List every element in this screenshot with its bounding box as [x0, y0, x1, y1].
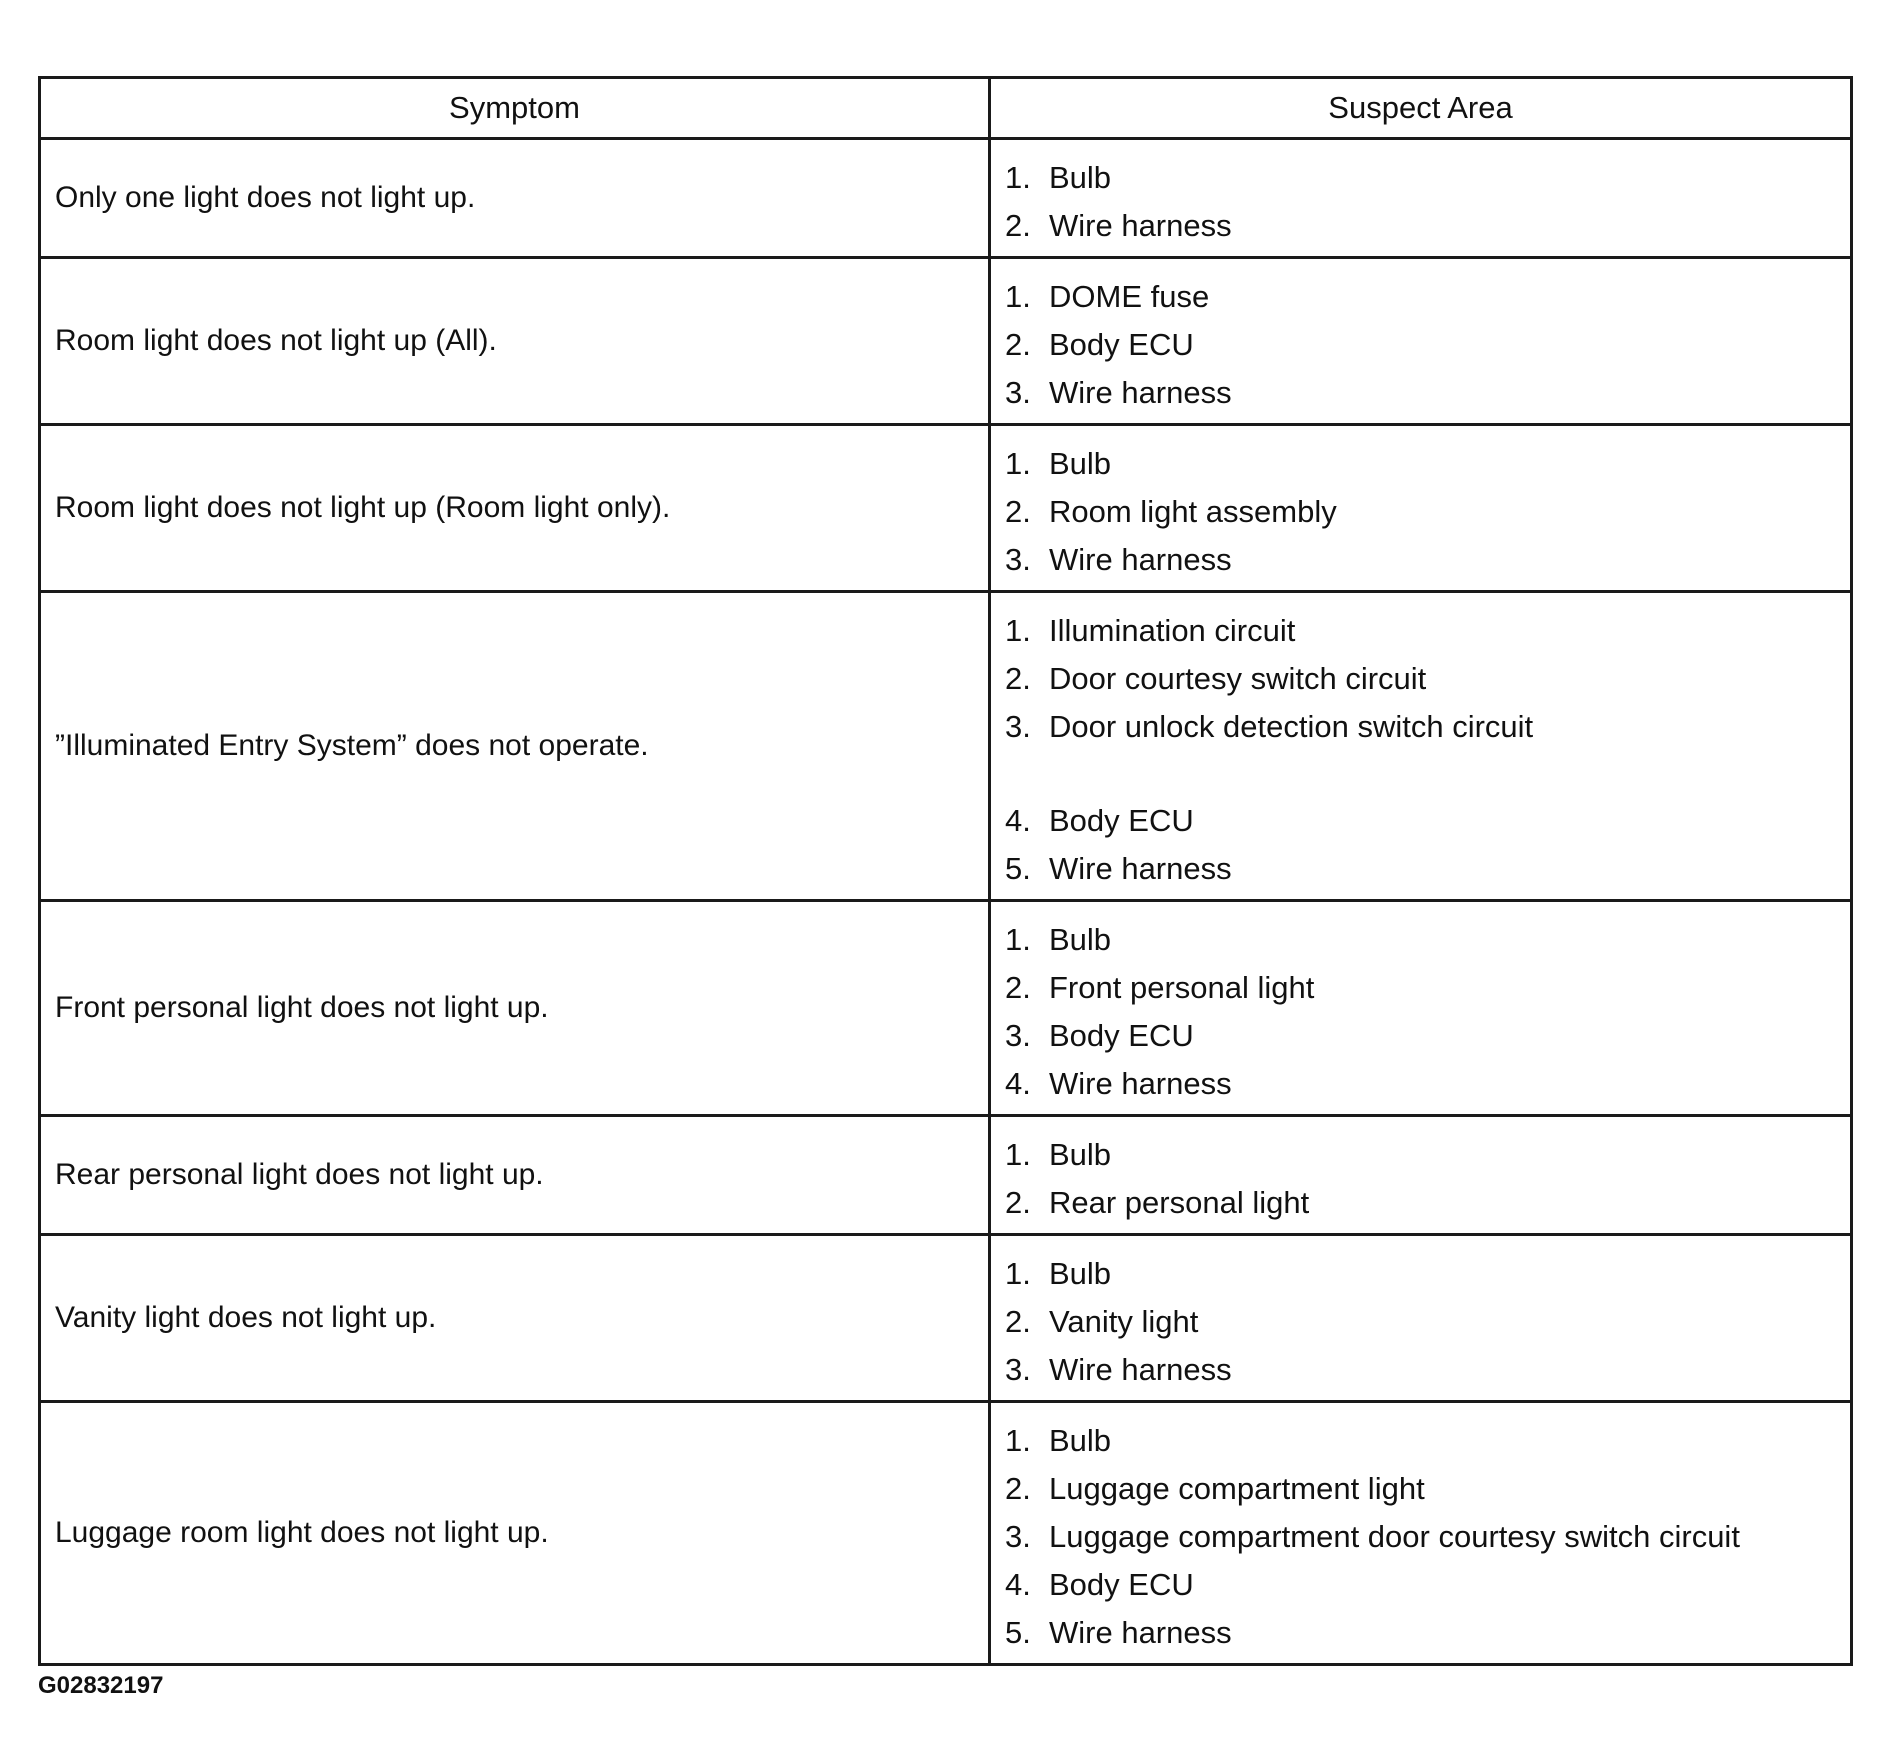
suspect-area-item [1005, 202, 1850, 250]
symptom-cell: ”Illuminated Entry System” does not operate. [40, 592, 990, 901]
item-number: 3. [1005, 542, 1031, 577]
item-text: Door courtesy switch circuit [1049, 661, 1427, 696]
item-text: Wire harness [1049, 851, 1232, 886]
item-number: 1. [1005, 160, 1031, 195]
suspect-area-item [1005, 1250, 1850, 1298]
item-number: 4. [1005, 1567, 1031, 1602]
suspect-area-item [1005, 1609, 1850, 1657]
symptom-table [38, 76, 1853, 1666]
item-number: 1. [1005, 613, 1031, 648]
item-number: 3. [1005, 1352, 1031, 1387]
item-text: Bulb [1049, 1256, 1112, 1291]
suspect-area-item [1005, 1346, 1850, 1394]
suspect-area-item [1005, 154, 1850, 202]
table-row [40, 901, 1852, 1116]
item-text: Body ECU [1049, 803, 1194, 838]
table-row [40, 1116, 1852, 1235]
item-number: 3. [1005, 1018, 1031, 1053]
item-number: 1. [1005, 922, 1031, 957]
suspect-area-item [1005, 1417, 1850, 1465]
item-text: Wire harness [1049, 1352, 1232, 1387]
item-text: Bulb [1049, 1423, 1112, 1458]
suspect-area-column-header: Suspect Area [990, 78, 1852, 139]
item-text: Bulb [1049, 922, 1112, 957]
item-number: 1. [1005, 279, 1031, 314]
item-number: 2. [1005, 970, 1031, 1005]
item-number: 1. [1005, 1137, 1031, 1172]
suspect-area-item [1005, 916, 1850, 964]
item-number: 4. [1005, 803, 1031, 838]
suspect-area-item [1005, 845, 1850, 893]
suspect-area-item [1005, 273, 1850, 321]
symptom-cell: Luggage room light does not light up. [40, 1402, 990, 1665]
figure-id-label: G02832197 [38, 1672, 164, 1699]
suspect-area-item [1005, 488, 1850, 536]
suspect-area-item [1005, 1513, 1850, 1561]
symptom-cell: Vanity light does not light up. [40, 1235, 990, 1402]
table-row [40, 139, 1852, 258]
table-row [40, 258, 1852, 425]
suspect-area-item [1005, 703, 1850, 751]
item-number: 3. [1005, 1519, 1031, 1554]
item-text: Wire harness [1049, 208, 1232, 243]
item-text: Body ECU [1049, 1567, 1194, 1602]
table-header-row [40, 78, 1852, 139]
suspect-area-item [1005, 1561, 1850, 1609]
item-number: 2. [1005, 661, 1031, 696]
suspect-area-item [1005, 536, 1850, 584]
suspect-area-cell [990, 1235, 1852, 1402]
suspect-area-item [1005, 1060, 1850, 1108]
item-number: 2. [1005, 208, 1031, 243]
symptom-cell: Room light does not light up (All). [40, 258, 990, 425]
suspect-area-item [1005, 369, 1850, 417]
suspect-area-cell [990, 1402, 1852, 1665]
item-number: 2. [1005, 1304, 1031, 1339]
item-number: 5. [1005, 1615, 1031, 1650]
item-number: 5. [1005, 851, 1031, 886]
item-number: 3. [1005, 709, 1031, 744]
suspect-area-item [1005, 964, 1850, 1012]
item-text: Rear personal light [1049, 1185, 1310, 1220]
item-text: Bulb [1049, 446, 1112, 481]
item-text: DOME fuse [1049, 279, 1210, 314]
item-number: 4. [1005, 1066, 1031, 1101]
table-body [40, 139, 1852, 1665]
item-text: Bulb [1049, 160, 1112, 195]
item-text: Wire harness [1049, 1615, 1232, 1650]
item-text: Body ECU [1049, 1018, 1194, 1053]
suspect-area-item [1005, 1179, 1850, 1227]
item-text: Vanity light [1049, 1304, 1199, 1339]
symptom-column-header: Symptom [40, 78, 990, 139]
item-text: Wire harness [1049, 1066, 1232, 1101]
item-number: 1. [1005, 446, 1031, 481]
item-text: Luggage compartment light [1049, 1471, 1425, 1506]
item-number: 2. [1005, 327, 1031, 362]
item-number: 3. [1005, 375, 1031, 410]
symptom-cell: Room light does not light up (Room light only). [40, 425, 990, 592]
suspect-area-cell [990, 258, 1852, 425]
suspect-area-item [1005, 1131, 1850, 1179]
suspect-area-cell [990, 901, 1852, 1116]
item-number: 1. [1005, 1256, 1031, 1291]
suspect-area-item [1005, 607, 1850, 655]
item-text: Luggage compartment door courtesy switch circuit [1049, 1519, 1740, 1554]
item-text: Bulb [1049, 1137, 1112, 1172]
suspect-area-item [1005, 321, 1850, 369]
suspect-area-item [1005, 1465, 1850, 1513]
table-row [40, 592, 1852, 901]
troubleshooting-table-container [38, 76, 1850, 1666]
item-text: Wire harness [1049, 375, 1232, 410]
suspect-area-item [1005, 655, 1850, 703]
suspect-area-cell [990, 139, 1852, 258]
item-text: Room light assembly [1049, 494, 1337, 529]
suspect-area-item [1005, 1298, 1850, 1346]
item-text: Body ECU [1049, 327, 1194, 362]
item-number: 2. [1005, 1471, 1031, 1506]
item-number: 2. [1005, 1185, 1031, 1220]
suspect-area-item [1005, 797, 1850, 845]
symptom-cell: Front personal light does not light up. [40, 901, 990, 1116]
table-row [40, 1402, 1852, 1665]
item-number: 2. [1005, 494, 1031, 529]
symptom-cell: Only one light does not light up. [40, 139, 990, 258]
suspect-area-item [1005, 440, 1850, 488]
item-text: Front personal light [1049, 970, 1315, 1005]
table-row [40, 425, 1852, 592]
item-text: Wire harness [1049, 542, 1232, 577]
table-row [40, 1235, 1852, 1402]
suspect-area-cell [990, 1116, 1852, 1235]
item-text: Illumination circuit [1049, 613, 1296, 648]
suspect-area-cell [990, 592, 1852, 901]
suspect-area-cell [990, 425, 1852, 592]
item-number: 1. [1005, 1423, 1031, 1458]
suspect-area-item [1005, 1012, 1850, 1060]
item-text: Door unlock detection switch circuit [1049, 709, 1534, 744]
symptom-cell: Rear personal light does not light up. [40, 1116, 990, 1235]
